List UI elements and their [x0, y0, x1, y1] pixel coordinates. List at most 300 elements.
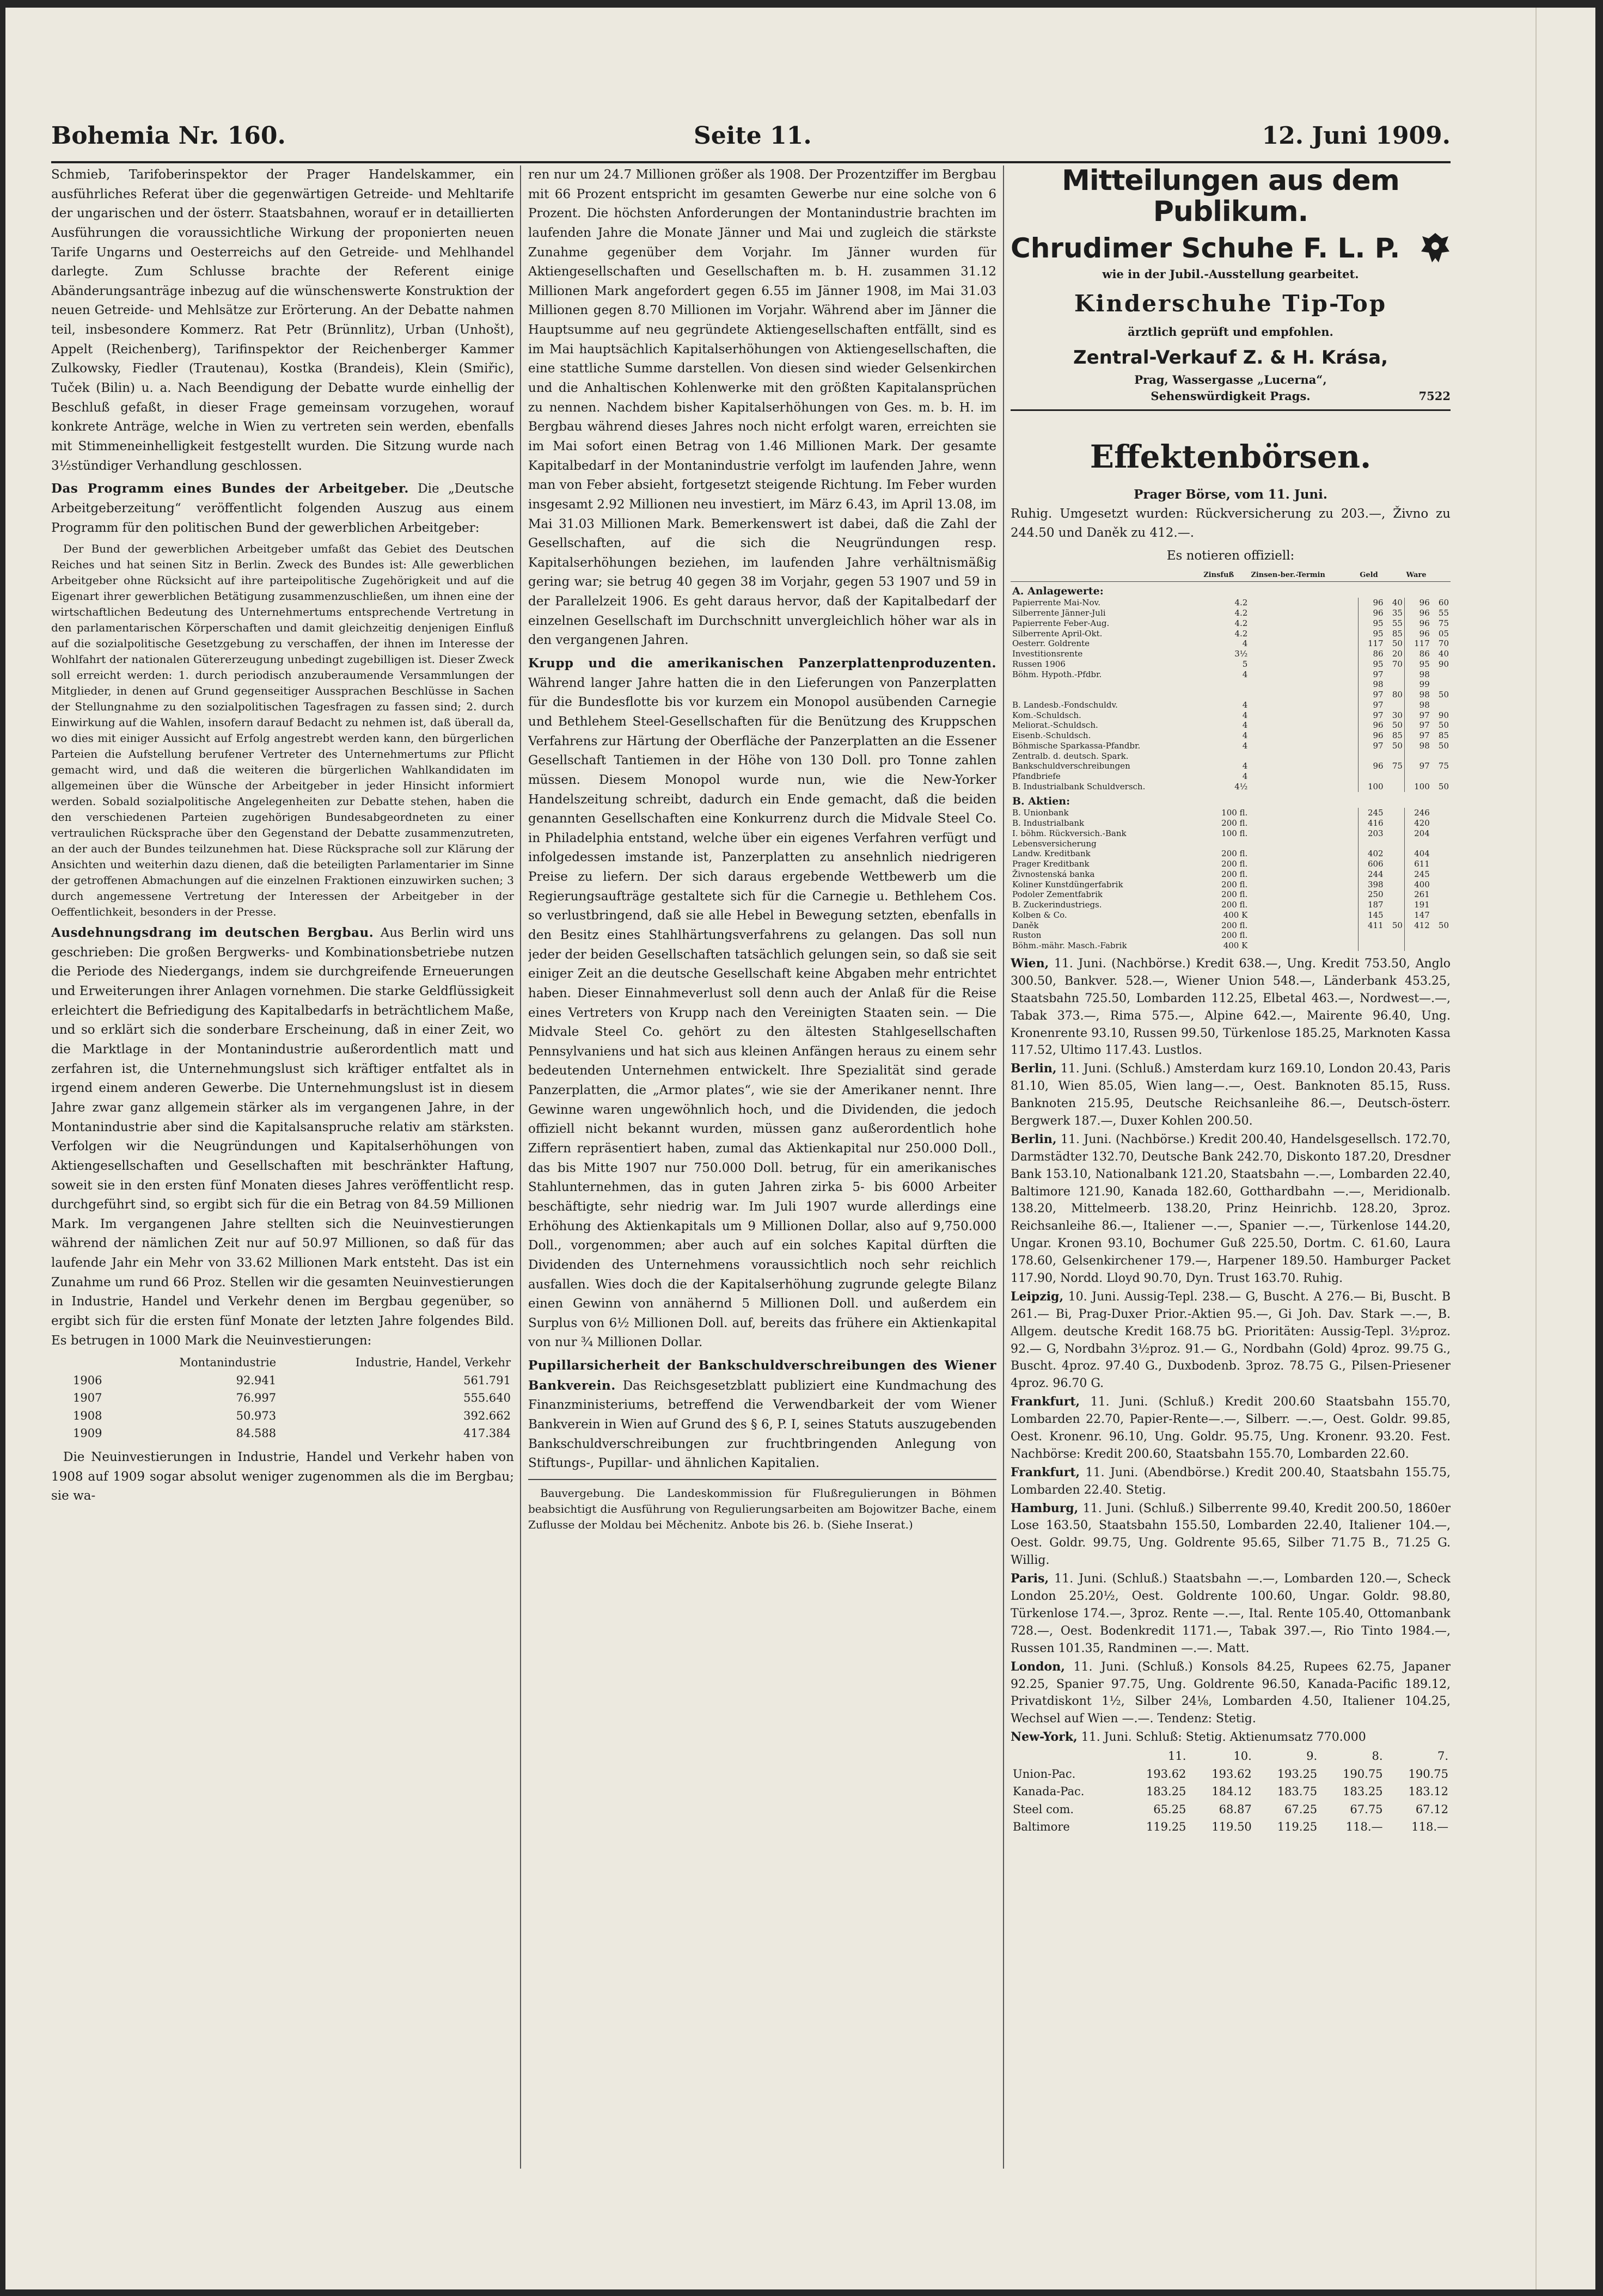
table-cell: Investitionsrente [1012, 649, 1083, 659]
header-page-number: Seite 11. [694, 122, 812, 150]
table-cell: 97 [1404, 710, 1431, 721]
table-cell [1385, 910, 1405, 920]
table-section-label: A. Anlagewerte: [1012, 585, 1104, 597]
table-cell [1404, 839, 1431, 849]
table-cell: 4 [1242, 720, 1248, 730]
market-city: Hamburg, [1011, 1501, 1079, 1515]
table-cell: 187 [1358, 900, 1385, 910]
table-cell [1385, 869, 1405, 880]
table-row [1011, 941, 1451, 951]
table-cell: 97 [1358, 741, 1385, 751]
table-cell: 50 [1392, 720, 1403, 730]
table-cell [1358, 839, 1385, 849]
table-cell: 245 [1404, 869, 1431, 880]
article-headline: Pupillarsicherheit der Bankschuldverschreibungen des Wiener Bankverein. [528, 1358, 996, 1393]
market-city: Frankfurt, [1011, 1395, 1080, 1409]
stock-table [1011, 570, 1451, 951]
table-cell: 65.25 [1153, 1802, 1186, 1816]
table-row [1011, 828, 1451, 839]
stock-table-body [1011, 581, 1451, 951]
table-cell: 1908 [73, 1409, 102, 1422]
table-cell: Koliner Kunstdüngerfabrik [1012, 879, 1123, 889]
table-cell [1202, 839, 1249, 849]
table-cell: 50 [1392, 740, 1403, 751]
newyork-table [1011, 1747, 1451, 1836]
market-text: 11. Juni. (Schluß.) Konsols 84.25, Rupees 62.75, Japaner 92.25, Spanier 97.75, Ung. Goldrente 96.50, Kanada-Pacific 189.12, Privatdiskont 1½, Silber 24⅛, Lombarden 4.50, Italiener 104.25, Wechsel auf Wien —.—. Tendenz: Stetig. [1011, 1660, 1451, 1726]
table-cell: 97 [1404, 730, 1431, 741]
table-cell [1249, 859, 1358, 869]
table-cell: 1909 [73, 1427, 102, 1440]
market-city: London, [1011, 1659, 1065, 1674]
table-cell: 98 [1404, 670, 1431, 680]
table-cell: 92.941 [236, 1373, 277, 1387]
market-report [1011, 1464, 1451, 1499]
table-cell: 76.997 [236, 1391, 277, 1405]
article-headline-wrap [528, 1356, 996, 1474]
table-cell [1358, 771, 1385, 782]
table-header-row [1011, 1747, 1451, 1765]
ad-address-line [1011, 388, 1451, 404]
ad-address: Sehenswürdigkeit Prags. [1151, 389, 1311, 403]
table-row [1011, 659, 1451, 670]
table-cell: 117 [1404, 639, 1431, 649]
table-cell [1385, 808, 1405, 818]
table-section-label: B. Aktien: [1012, 795, 1070, 807]
ad-sales-point: Zentral-Verkauf Z. & H. Krása, [1073, 346, 1388, 369]
table-cell [1202, 690, 1249, 700]
table-cell: Silberrente April-Okt. [1012, 628, 1103, 639]
table-cell: 4.2 [1234, 618, 1248, 628]
table-cell [1385, 889, 1405, 900]
table-cell: Eisenb.-Schuldsch. [1012, 730, 1091, 741]
table-cell: 55 [1392, 618, 1403, 628]
table-cell: 193.62 [1146, 1767, 1186, 1781]
table-cell: 417.384 [463, 1427, 511, 1440]
table-cell: 145 [1358, 910, 1385, 920]
crest-icon [1420, 231, 1451, 266]
table-cell: Bankschuldverschreibungen [1012, 761, 1130, 771]
table-cell: 20 [1392, 649, 1403, 659]
table-cell [1249, 679, 1358, 690]
column-3 [1011, 165, 1451, 2169]
table-row [1011, 700, 1451, 710]
table-cell: 100 [1404, 782, 1431, 792]
table-row [51, 1407, 514, 1425]
table-cell: 50.973 [236, 1409, 277, 1422]
table-cell: 411 [1358, 920, 1385, 931]
ad-address: Prag, Wassergasse „Lucerna“, [1134, 373, 1327, 387]
table-cell: 4 [1242, 699, 1248, 710]
section-title: Effektenbörsen. [1090, 438, 1372, 476]
table-row [1011, 880, 1451, 890]
market-text: 11. Juni. Schluß: Stetig. Aktienumsatz 770.000 [1081, 1730, 1366, 1745]
table-row [1011, 910, 1451, 920]
table-cell [1431, 808, 1451, 818]
table-cell: 250 [1358, 889, 1385, 900]
table-cell [1385, 859, 1405, 869]
table-cell [1431, 910, 1451, 920]
table-cell: 96 [1358, 608, 1385, 618]
table-row [1011, 818, 1451, 828]
header-publication: Bohemia Nr. 160. [51, 122, 286, 150]
table-cell [1385, 679, 1405, 690]
table-cell: 3½ [1234, 649, 1248, 659]
notice-text: Bauvergebung. Die Landeskommission für Flußregulierungen in Böhmen beabsichtigt die Ausführung von Regulierungsarbeiten am Bojowitzer Bache, einem Zuflusse der Moldau bei Měchenitz. Anbote bis 26. b. (Siehe Inserat.) [528, 1486, 996, 1531]
table-cell [1249, 782, 1358, 792]
table-cell [1249, 828, 1358, 839]
table-cell: 05 [1438, 628, 1449, 639]
table-cell: 75 [1438, 761, 1449, 771]
table-row [1011, 782, 1451, 792]
table-header-cell [1011, 1747, 1123, 1765]
market-report [1011, 1570, 1451, 1657]
table-cell: 95 [1358, 629, 1385, 639]
article-text: Aus Berlin wird uns geschrieben: Die großen Bergwerks- und Kombinationsbetriebe nutzen die Periode des Niedergangs, indem sie durchgreifende Erneuerungen und Erweiterungen ihrer Anlagen vornehmen. Die starke Geldflüssigkeit erleichtert die Befriedigung des Kapitalbedarfs in beträchtlichem Maße, und so erklärt sich die sonderbare Erscheinung, daß in einer Zeit, wo die Marktlage in der Montanindustrie außerordentlich matt und zerfahren ist, die Unternehmungslust sich kräftiger entfaltet als in irgend einem anderen Gewerbe. Die Unternehmungslust ist in diesem Jahre zwar ganz allgemein stärker als im vergangenen Jahre, in der Montanindustrie aber sind die Kapitalsanspruche relativ am stärksten. Verfolgen wir die Neugründungen und Kapitalserhöhungen von Aktiengesellschaften und Gesellschaften mit beschränkter Haftung, soweit sie in den ersten fünf Monaten dieses Jahres veröffentlicht resp. durchgeführt sind, so ergibt sich für die ein Betrag von 84.59 Millionen Mark. Im vergangenen Jahre stellten sich die Neuinvestierungen während der nämlichen Zeit nur auf 50.97 Millionen, so daß für das laufende Jahr ein Mehr von 33.62 Millionen Mark entsteht. Das ist ein Zunahme um rund 66 Proz. Stellen wir die gesamten Neuinvestierungen in Industrie, Handel und Verkehr denen im Bergbau gegenüber, so ergibt sich für die ersten fünf Monate der letzten Jahre folgendes Bild. Es betrugen in 1000 Mark die Neuinvestierungen: [51, 926, 514, 1348]
table-cell: 85 [1392, 730, 1403, 741]
table-cell [1249, 659, 1358, 670]
table-cell [1249, 598, 1358, 608]
table-cell [1249, 741, 1358, 751]
table-cell: 40 [1438, 649, 1449, 659]
table-row [1011, 869, 1451, 880]
table-cell: 4 [1242, 730, 1248, 741]
table-row [1011, 710, 1451, 721]
table-header-cell: 8. [1372, 1749, 1383, 1763]
table-cell [1249, 730, 1358, 741]
table-row [1011, 771, 1451, 782]
table-cell: 80 [1392, 690, 1403, 700]
table-cell: 183.25 [1146, 1785, 1186, 1798]
table-cell: 85 [1438, 730, 1449, 741]
table-row [1011, 930, 1451, 941]
table-cell [1385, 751, 1405, 762]
table-header-row [51, 1354, 514, 1372]
table-cell: 400 K [1223, 910, 1248, 920]
table-cell [1249, 639, 1358, 649]
page-fold-line [1535, 8, 1537, 2289]
table-header-cell: 11. [1168, 1749, 1186, 1763]
table-cell: 4 [1242, 710, 1248, 720]
ad-brand: Chrudimer Schuhe F. L. P. [1011, 232, 1400, 264]
table-cell: Ruston [1012, 930, 1042, 941]
table-cell: 50 [1438, 690, 1449, 700]
column-divider [520, 165, 521, 2169]
table-cell: 190.75 [1408, 1767, 1448, 1781]
table-cell: 55 [1438, 608, 1449, 618]
table-cell [1249, 761, 1358, 771]
table-cell: 200 fl. [1221, 900, 1248, 910]
table-cell: Kolben & Co. [1012, 910, 1067, 920]
table-cell [1249, 710, 1358, 721]
table-cell: 96 [1358, 720, 1385, 730]
table-cell [1385, 880, 1405, 890]
article-headline: Ausdehnungsdrang im deutschen Bergbau. [51, 925, 374, 941]
table-cell: Böhm.-mähr. Masch.-Fabrik [1012, 941, 1127, 951]
table-header-cell: Montanindustrie [179, 1356, 277, 1370]
table-row [51, 1372, 514, 1390]
table-cell: Baltimore [1013, 1820, 1070, 1834]
table-cell [1431, 941, 1451, 951]
market-report [1011, 955, 1451, 1059]
table-cell: 392.662 [463, 1409, 511, 1422]
table-cell [1249, 839, 1358, 849]
table-cell: 183.25 [1343, 1785, 1383, 1798]
table-cell: 100 fl. [1221, 828, 1248, 838]
column-divider [1003, 165, 1004, 2169]
investment-table [51, 1354, 514, 1442]
table-cell: 119.50 [1212, 1820, 1252, 1834]
table-cell: 86 [1404, 649, 1431, 659]
market-city: Wien, [1011, 956, 1049, 971]
table-cell [1249, 808, 1358, 818]
table-cell [1249, 900, 1358, 910]
table-cell: Papierrente Mai-Nov. [1012, 598, 1100, 608]
table-cell [1011, 690, 1202, 700]
table-cell: 147 [1404, 910, 1431, 920]
table-cell [1404, 930, 1431, 941]
table-cell: 97 [1358, 670, 1385, 680]
article-text: ren nur um 24.7 Millionen größer als 1908. Der Prozentziffer im Bergbau mit 66 Prozent entspricht im gesamten Gewerbe nur eine solche von 6 Prozent. Die höchsten Anforderungen der Montanindustrie brachten im laufenden Jahre die Monate Jänner und Mai und zugleich die stärkste Zunahme gegenüber dem Vorjahr. Im Jänner wurden für Aktiengesellschaften und Gesellschaften m. b. H. zusammen 31.12 Millionen Mark angefordert gegen 6.55 im Jänner 1908, im Mai 31.03 Millionen gegen 8.70 Millionen im Vorjahr. Während aber im Jänner die Hauptsumme auf neu gegründete Aktiengesellschaften entfällt, sind es im Mai hauptsächlich Kapitalserhöhungen von Aktiengesellschaften, die eine stattliche Summe darstellen. Von diesen sind wieder Gelsenkirchen und die Anhaltischen Kohlenwerke mit den größten Kapitalansprüchen zu nennen. Nachdem bisher Kapitalserhöhungen von Ges. m. b. H. im Bergbau während dieses Jahres noch nicht erfolgt waren, erreichten sie im Mai sofort einen Betrag von 1.46 Millionen Mark. Der gesamte Kapitalbedarf in der Montanindustrie verfolgt im laufenden Jahre, wenn man von Feber absieht, fortgesetzt steigende Richtung. Im Feber wurden insgesamt 2.92 Millionen neu investiert, im März 6.43, im April 13.08, im Mai 31.03 Millionen Mark. Bemerkenswert ist dabei, daß die Zahl der Gesellschaften, auf die sich die Neugründungen resp. Kapitalserhöhungen beziehen, im laufenden Jahre verhältnismäßig gering war; sie betrug 40 gegen 38 im Vorjahr, gegen 53 1907 und 59 in der Parallelzeit 1906. Es geht daraus hervor, daß der Kapitalbedarf der einzelnen Gesellschaft im Durchschnitt unvergleichlich höher war als in den vergangenen Jahren. [528, 168, 996, 648]
table-cell: 420 [1404, 818, 1431, 828]
table-row [1011, 920, 1451, 931]
table-row [1011, 618, 1451, 629]
market-city: Frankfurt, [1011, 1465, 1080, 1479]
table-cell: 193.25 [1277, 1767, 1318, 1781]
table-cell: 555.640 [463, 1391, 511, 1405]
table-cell: 118.— [1411, 1820, 1448, 1834]
table-cell [1249, 920, 1358, 931]
table-cell: 200 fl. [1221, 818, 1248, 828]
ad-subline: wie in der Jubil.-Ausstellung gearbeitet. [1102, 267, 1359, 281]
table-cell: 97 [1358, 700, 1385, 710]
table-cell [1431, 880, 1451, 890]
table-cell [1358, 751, 1385, 762]
table-header-cell: 9. [1306, 1749, 1318, 1763]
table-cell: Meliorat.-Schuldsch. [1012, 720, 1098, 730]
table-header-cell [1011, 570, 1202, 581]
table-cell: 70 [1438, 639, 1449, 649]
table-cell [1385, 900, 1405, 910]
market-report [1011, 1060, 1451, 1130]
table-cell: 404 [1404, 849, 1431, 859]
table-cell [1385, 930, 1405, 941]
table-cell: 402 [1358, 849, 1385, 859]
table-cell [1385, 670, 1405, 680]
table-cell [1249, 618, 1358, 629]
table-cell [1431, 849, 1451, 859]
table-row [1011, 629, 1451, 639]
table-cell: Zentralb. d. deutsch. Spark. [1012, 751, 1129, 761]
table-cell: Böhm. Hypoth.-Pfdbr. [1012, 669, 1102, 679]
table-cell [1249, 941, 1358, 951]
table-cell [1385, 828, 1405, 839]
table-cell [1249, 930, 1358, 941]
table-cell: Böhmische Sparkassa-Pfandbr. [1012, 740, 1141, 751]
table-cell: 4 [1242, 771, 1248, 782]
table-cell: Daněk [1012, 920, 1039, 930]
table-cell [1385, 839, 1405, 849]
market-report [1011, 1131, 1451, 1287]
article-text: Der Bund der gewerblichen Arbeitgeber umfaßt das Gebiet des Deutschen Reiches und hat seinen Sitz in Berlin. Zweck des Bundes ist: Alle gewerblichen Arbeitgeber ohne Rücksicht auf ihre parteipolitische Zugehörigkeit und auf die Eigenart ihrer gewerblichen Betätigung zusammenzuschließen, um ihnen eine der wirtschaftlichen Bedeutung des Unternehmertums entsprechende Vertretung in den parlamentarischen Körperschaften und damit gleichzeitig denjenigen Einfluß auf die sozialpolitische Gesetzgebung zu verschaffen, der ihnen im Interesse der Wohlfahrt der nationalen Gütererzeugung unbedingt zugebilligen ist. Dieser Zweck soll erreicht werden: 1. durch periodisch anzuberaumende Versammlungen der Mitglieder, in denen auf Grund gegenseitiger Aussprachen Beschlüsse in Sachen der Stellungnahme zu den sozialpolitischen Tagesfragen zu fassen sind; 2. durch Einwirkung auf die Wahlen, insofern darauf Bedacht zu nehmen ist, daß überall da, wo dies mit einiger Aussicht auf Erfolg angestrebt werden kann, den bürgerlichen Parteien die Aufstellung berufener Vertreter des Unternehmertums zur Pflicht gemacht wird, und daß die weiteren die bürgerlichen Wahlkandidaten im allgemeinen über die Wünsche der Arbeitgeber in jeder Hinsicht informiert werden. Sobald sozialpolitische Angelegenheiten zur Debatte stehen, haben die den verschiedenen Parteien zugehörigen Bundesabgeordneten zu einer vertraulichen Rücksprache über den Gegenstand der Debatte zusammenzutreten, an der auch der Bundes teilzunehmen hat. Diese Rücksprache soll zur Klärung der Ansichten und weiterhin dazu dienen, daß die beteiligten Parlamentarier im Sinne der getroffenen Abmachungen auf die einzelnen Fraktionen einzuwirken suchen; 3 durch angemessene Vertretung der Interessen der Arbeitgeber in der Oeffentlichkeit, besonders in der Presse. [51, 542, 514, 919]
table-cell: 67.12 [1415, 1802, 1448, 1816]
market-city: Leipzig, [1011, 1289, 1064, 1304]
table-cell [1249, 670, 1358, 680]
table-cell: B. Industrialbank [1012, 818, 1085, 828]
table-row [1011, 839, 1451, 849]
table-cell: 4.2 [1234, 628, 1248, 639]
table-row [1011, 1783, 1451, 1801]
table-cell [1431, 859, 1451, 869]
market-text: Ruhig. Umgesetzt wurden: Rückversicherung zu 203.—, Živno zu 244.50 und Daněk zu 412.—. [1011, 506, 1451, 541]
table-cell: 193.62 [1212, 1767, 1252, 1781]
table-cell: 200 fl. [1221, 849, 1248, 859]
table-row [1011, 598, 1451, 608]
table-cell [1385, 700, 1405, 710]
table-cell: 100 fl. [1221, 808, 1248, 818]
table-cell: B. Landesb.-Fondschuldv. [1012, 699, 1118, 710]
table-cell: 98 [1358, 679, 1385, 690]
table-cell: 96 [1404, 618, 1431, 629]
article-text: Das Reichsgesetzblatt publiziert eine Kundmachung des Finanzministeriums, betreffend die Verwendbarkeit der vom Wiener Bankverein in Wien auf Grund des § 6, P. I, seines Statuts auszugebenden Bankschuldverschreibungen zur fruchtbringenden Anlegung von Stiftungs-, Pupillar- und ähnlichen Kapitalien. [528, 1378, 996, 1471]
section-rule [1011, 409, 1451, 411]
table-cell: 244 [1358, 869, 1385, 880]
table-cell: 90 [1438, 710, 1449, 720]
table-cell: 97 [1358, 710, 1385, 721]
table-cell: 606 [1358, 859, 1385, 869]
table-section-row [1011, 581, 1451, 598]
article-headline: Das Programm eines Bundes der Arbeitgeber. [51, 481, 409, 496]
table-cell: 261 [1404, 889, 1431, 900]
table-cell: 184.12 [1212, 1785, 1252, 1798]
table-cell: 118.— [1345, 1820, 1383, 1834]
table-cell: 4 [1242, 740, 1248, 751]
newspaper-page [5, 8, 1595, 2289]
table-row [1011, 859, 1451, 869]
article-text: Die „Deutsche Arbeitgeberzeitung“ veröffentlicht folgenden Auszug aus einem Programm für den politischen Bund der gewerblichen Arbeitgeber: [51, 482, 514, 535]
table-row [1011, 761, 1451, 771]
table-header-cell: Zinsfuß [1202, 570, 1249, 581]
table-cell: Steel com. [1013, 1802, 1074, 1816]
table-cell: 97 [1358, 690, 1385, 700]
table-cell [1249, 690, 1358, 700]
table-cell: 96 [1358, 730, 1385, 741]
table-cell [1249, 880, 1358, 890]
table-cell [1385, 782, 1405, 792]
table-cell: 98 [1404, 690, 1431, 700]
table-cell: 60 [1438, 598, 1449, 608]
table-cell: Prager Kreditbank [1012, 859, 1090, 869]
table-row [1011, 849, 1451, 859]
market-text: 11. Juni. (Schluß.) Amsterdam kurz 169.10, London 20.43, Paris 81.10, Wien 85.05, Wien lang—.—, Oest. Banknoten 85.15, Russ. Banknoten 215.95, Deutsche Reichsanleihe 86.—, Deutsch-österr. Bergwerk 187.—, Duxer Kohlen 200.50. [1011, 1062, 1451, 1128]
table-cell: 95 [1358, 659, 1385, 670]
market-report [1011, 1393, 1451, 1463]
article-headline-wrap [528, 654, 996, 1353]
table-cell [1404, 771, 1431, 782]
table-cell [1404, 751, 1431, 762]
table-cell: Pfandbriefe [1012, 771, 1061, 782]
table-row [1011, 751, 1451, 762]
table-cell: 85 [1392, 628, 1403, 639]
header-date: 12. Juni 1909. [1262, 122, 1451, 150]
table-cell: 398 [1358, 880, 1385, 890]
table-row [1011, 670, 1451, 680]
table-cell: 98 [1404, 700, 1431, 710]
table-cell: 400 K [1223, 941, 1248, 951]
table-cell: 183.12 [1408, 1785, 1448, 1798]
table-cell: 204 [1404, 828, 1431, 839]
table-cell [1011, 679, 1202, 690]
table-row [51, 1389, 514, 1407]
table-cell [1202, 751, 1249, 762]
article-text: Während langer Jahre hatten die in den Lieferungen von Panzerplatten für die Bundesflotte bis vor kurzem ein Monopol ausübenden Carnegie und Bethlehem Steel-Gesellschaften für die Benützung des Kruppschen Verfahrens zur Härtung der Oberfläche der Panzerplatten an die Essener Gesellschaft Tantiemen in der Höhe von 130 Doll. pro Tonne zahlen müssen. Diesem Monopol wurde nun, wie die New-Yorker Handelszeitung schreibt, dadurch ein Ende gemacht, daß die beiden genannten Gesellschaften eine Konkurrenz durch die Midvale Steel Co. in Philadelphia entstand, welche über ein eigenes Verfahren verfügt und infolgedessen imstande ist, Panzerplatten zu ansehnlich niedrigeren Preise zu liefern. Der sich daraus ergebende Wettbewerb um die Regierungsaufträge gestaltete sich für die Carnegie u. Bethlehem Cos. so verlustbringend, daß sie alle Hebel in Bewegung setzten, ebenfalls in den Besitz eines Stahlhärtungsverfahrens zu gelangen. Das soll nun jeder der beiden Gesellschaften tatsächlich gelungen sein, so daß sie seit einiger Zeit an die deutsche Gesellschaft keine Abgaben mehr entrichtet haben. Dieser Einnahmeverlust soll denn auch der Anlaß für die Reise eines Vertreters von Krupp nach den Vereinigten Staaten sein. — Die Midvale Steel Co. gehört zu den ältesten Stahlgesellschaften Pennsylvaniens und hat sich aus kleinen Anfängen heraus zu einem sehr bedeutenden Unternehmen entwickelt. Ihre Spezialität sind gerade Panzerplatten, die „Armor plates“, wie sie der Amerikaner nennt. Ihre Gewinne waren ungewöhnlich hoch, und die Dividenden, die jedoch offiziell nicht bekannt wurden, müssen ganz außerordentlich hohe Ziffern repräsentiert haben, zumal das Aktienkapital nur 250.000 Doll., das bis Mitte 1907 nur 750.000 Doll. betrug, für ein amerikanisches Stahlunternehmen, das in guten Jahren zirka 5- bis 6000 Arbeiter beschäftigte, sehr niedrig war. Im Juli 1907 wurde allerdings eine Erhöhung des Aktienkapitals um 9 Millionen Dollar, also auf 9,750.000 Doll., vorgenommen; aber auch auf ein solches Kapital dürften die Dividenden des Unternehmens voraussichtlich noch sehr reichlich ausfallen. Wies doch die der Kapitalserhöhung zugrunde gelegte Bilanz einen Gewinn von annähernd 5 Millionen Doll. und außerdem ein Surplus von 6½ Millionen Doll. auf, bereits das frühere ein Aktienkapital von nur ¾ Millionen Dollar. [528, 676, 996, 1350]
table-row [1011, 1765, 1451, 1783]
market-note: Es notieren offiziell: [1166, 548, 1295, 563]
table-cell: 400 [1404, 880, 1431, 890]
article-headline: Krupp und die amerikanischen Panzerplattenproduzenten. [528, 656, 996, 671]
table-cell [1431, 679, 1451, 690]
table-cell [1385, 771, 1405, 782]
table-header-cell: Ware [1404, 570, 1451, 581]
market-text: 11. Juni. (Schluß.) Silberrente 99.40, Kredit 200.50, 1860er Lose 163.50, Staatsbahn 155.50, Lombarden 22.40, Italiener 104.—, Oest. Goldr. 99.75, Ung. Goldrente 95.65, Silber 71.75 B., 71.25 G. Willig. [1011, 1501, 1451, 1568]
table-cell [1202, 679, 1249, 690]
table-cell: Lebensversicherung [1012, 838, 1097, 849]
table-cell: 50 [1438, 781, 1449, 791]
table-cell: 50 [1438, 720, 1449, 730]
table-cell: Landw. Kreditbank [1012, 849, 1091, 859]
table-cell: 190.75 [1343, 1767, 1383, 1781]
table-cell: 183.75 [1277, 1785, 1318, 1798]
table-cell: 1907 [73, 1391, 102, 1405]
table-cell: 119.25 [1277, 1820, 1318, 1834]
table-cell [1431, 818, 1451, 828]
table-cell: 200 fl. [1221, 859, 1248, 869]
page-header [51, 110, 1451, 159]
table-cell [1249, 608, 1358, 618]
table-cell [1249, 910, 1358, 920]
market-report [1011, 1500, 1451, 1570]
table-cell [1431, 828, 1451, 839]
table-cell: 412 [1404, 920, 1431, 931]
table-cell [1249, 849, 1358, 859]
table-cell: 30 [1392, 710, 1403, 720]
table-header-cell [51, 1354, 130, 1372]
table-row [1011, 808, 1451, 818]
table-header-row [1011, 570, 1451, 581]
table-cell: 611 [1404, 859, 1431, 869]
table-section-row [1011, 792, 1451, 808]
table-cell [1431, 670, 1451, 680]
table-cell: 245 [1358, 808, 1385, 818]
market-city: Berlin, [1011, 1132, 1057, 1146]
table-cell [1249, 771, 1358, 782]
market-report [1011, 1659, 1451, 1728]
table-cell: Kanada-Pac. [1013, 1785, 1085, 1798]
table-cell: 1906 [73, 1373, 102, 1387]
market-city: New-York, [1011, 1730, 1078, 1745]
table-row [1011, 889, 1451, 900]
table-cell: 75 [1438, 618, 1449, 628]
market-text: 11. Juni. (Schluß.) Staatsbahn —.—, Lombarden 120.—, Scheck London 25.20½, Oest. Goldrente 100.60, Ungar. Goldr. 98.80, Türkenlose 174.—, 3proz. Rente —.—, Ital. Rente 105.40, Ottomanbank 728.—, Oest. Bodenkredit 1171.—, Tabak 397.—, Rio Tinto 1984.—, Russen 101.35, Randminen —.—. Matt. [1011, 1572, 1451, 1655]
table-cell [1431, 900, 1451, 910]
table-cell: 98 [1404, 741, 1431, 751]
table-cell: 4 [1242, 639, 1248, 649]
table-cell [1385, 818, 1405, 828]
table-row [1011, 608, 1451, 618]
table-cell: 4 [1242, 669, 1248, 679]
table-cell: 95 [1404, 659, 1431, 670]
table-row [1011, 690, 1451, 700]
table-header-cell: 7. [1437, 1749, 1448, 1763]
